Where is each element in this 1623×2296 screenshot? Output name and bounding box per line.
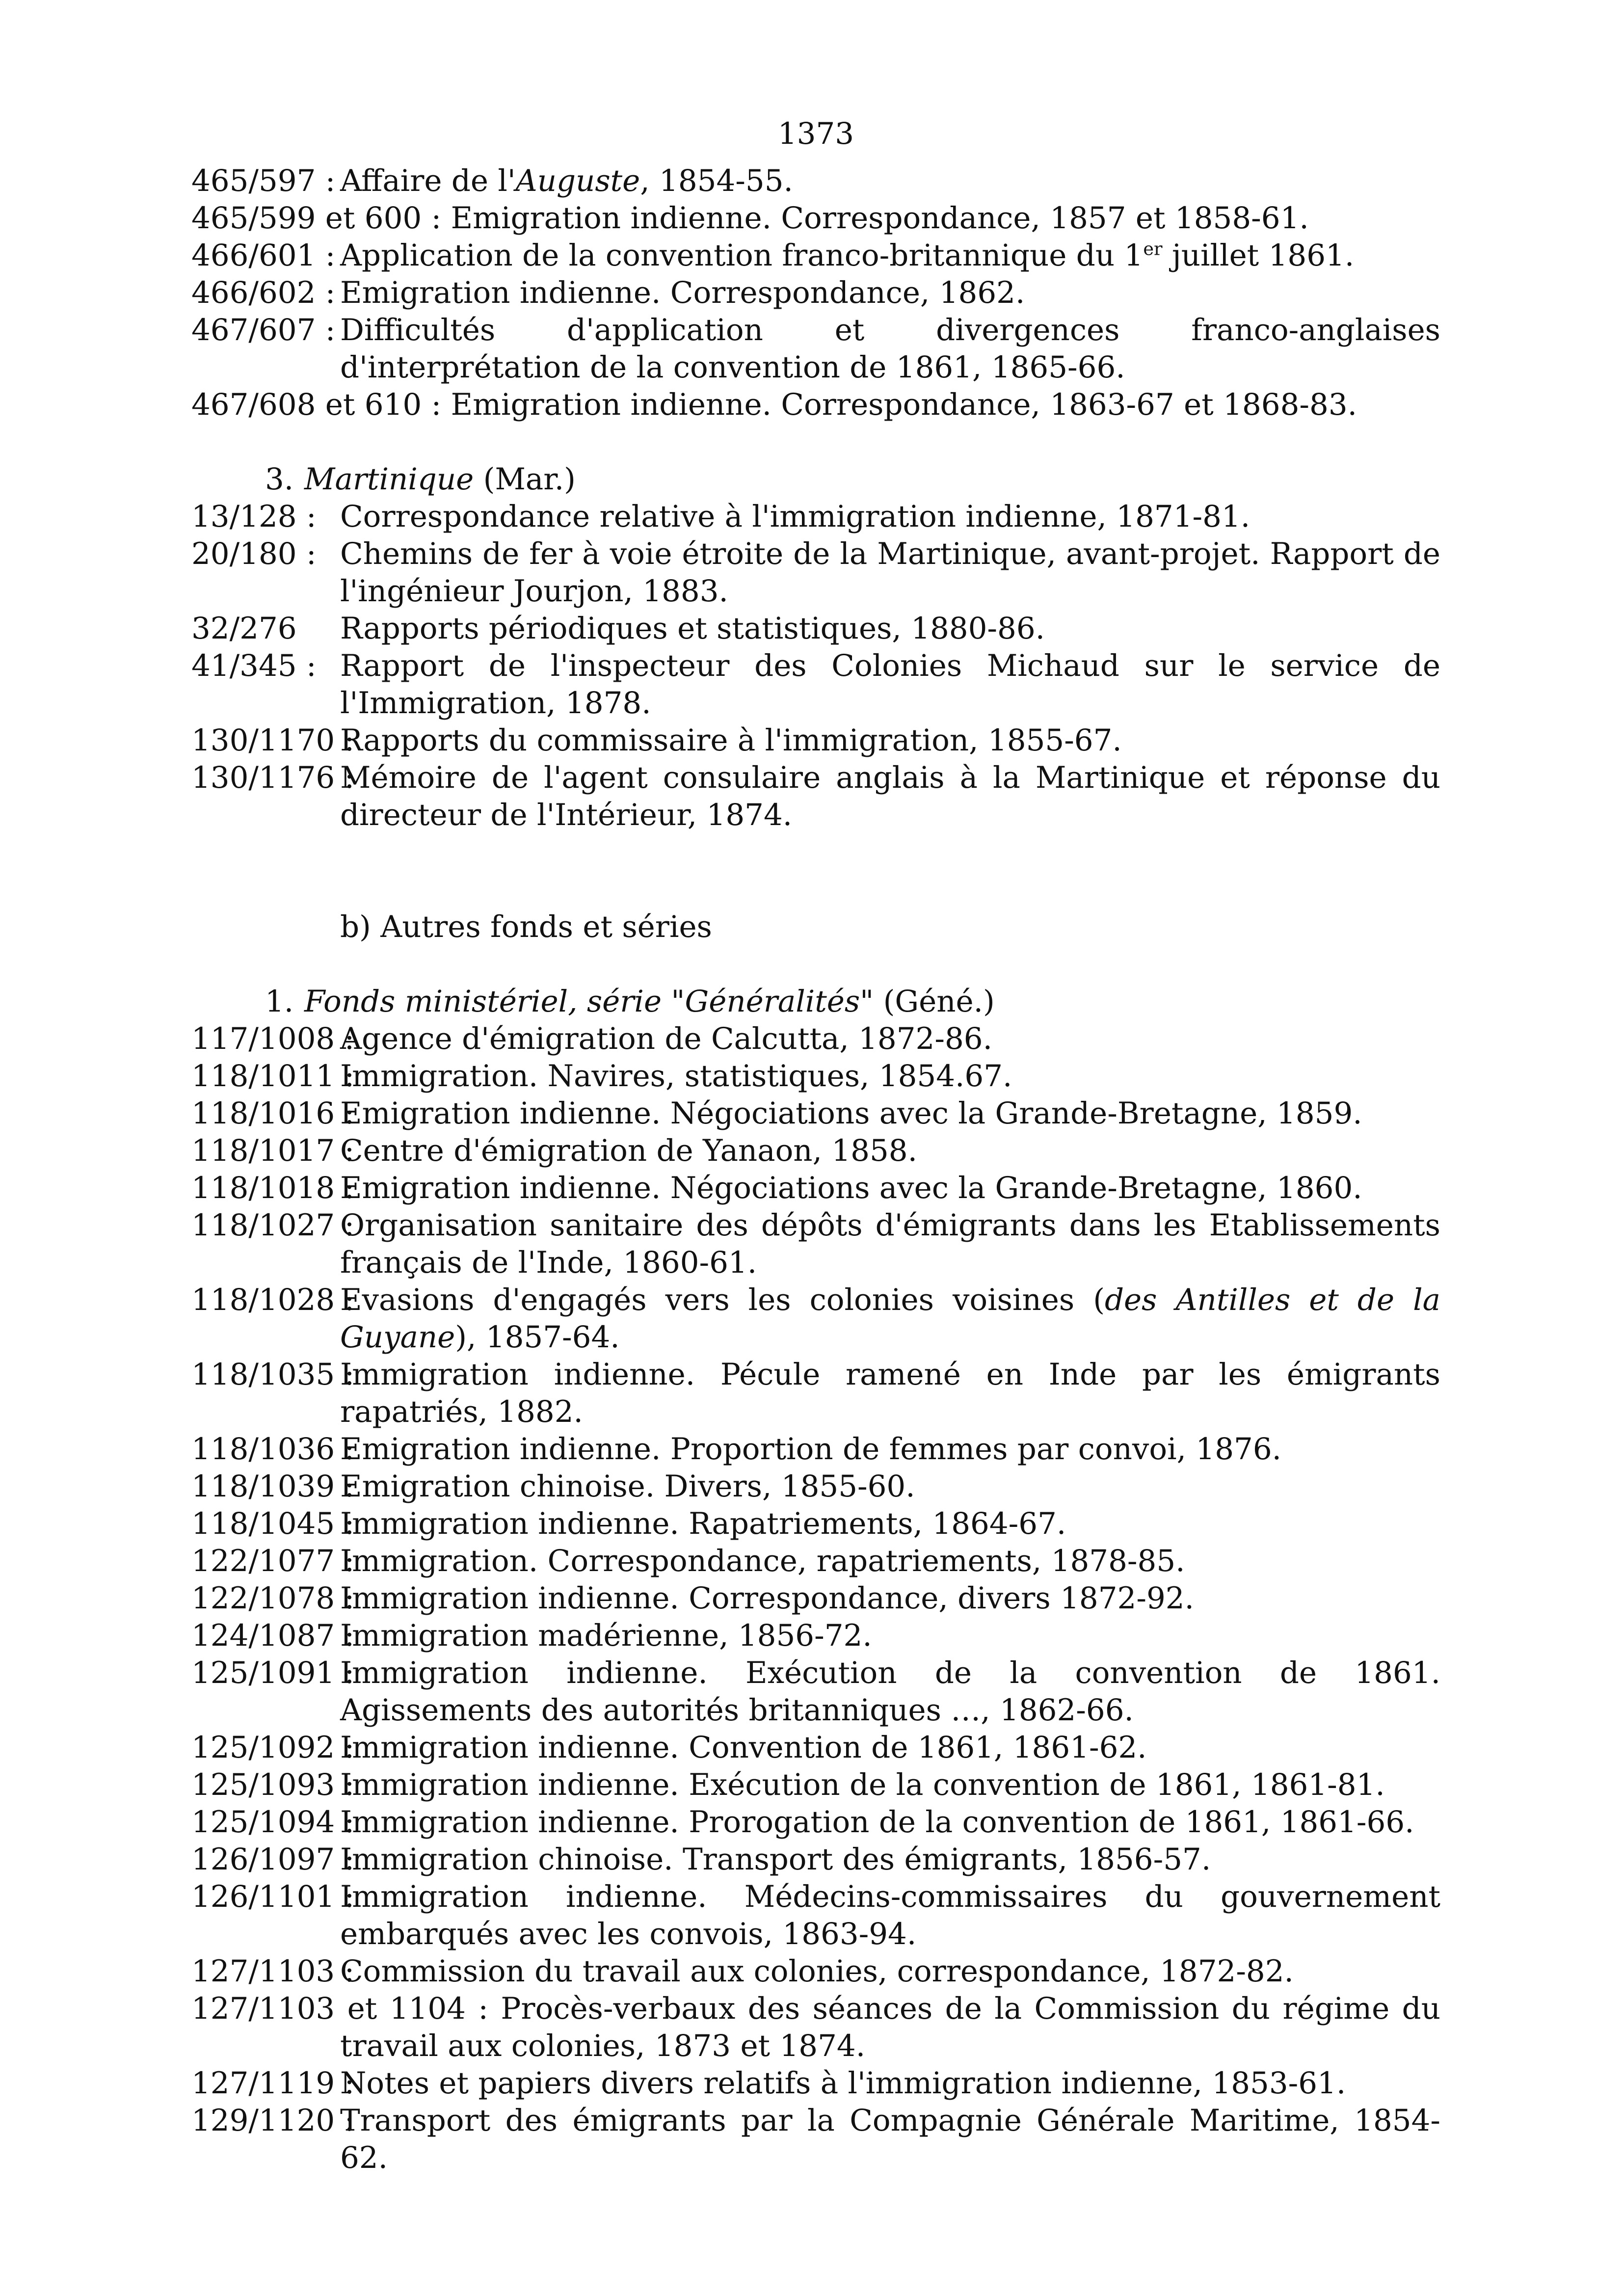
archive-entry: [191, 1617, 1440, 1655]
entry-description: [340, 1544, 1185, 1578]
entry-text: Rapports du commissaire à l'immigration, 1855-67.: [340, 723, 1122, 758]
entry-text: Immigration indienne. Convention de 1861, 1861-62.: [340, 1730, 1147, 1765]
archive-entry: [191, 1804, 1440, 1841]
entry-text: Emigration indienne. Négociations avec la Grande-Bretagne, 1859.: [340, 1096, 1362, 1131]
entry-italic-text: des Antilles et de la Guyane: [340, 1282, 1440, 1355]
archive-entry: [191, 1356, 1440, 1431]
archive-entry: [191, 647, 1440, 722]
entry-description: [340, 163, 793, 198]
entry-text: Immigration indienne. Exécution de la convention de 1861, 1861-81.: [340, 1767, 1385, 1802]
archive-entry: [191, 386, 1440, 424]
entry-description: [340, 1506, 1066, 1541]
entry-text: Transport des émigrants par la Compagnie Générale Maritime, 1854-62.: [340, 2103, 1440, 2175]
entry-code: 32/276: [191, 611, 297, 646]
entry-list-top: [191, 162, 1440, 424]
entry-code: 118/1016 :: [191, 1096, 355, 1131]
entry-text: Commission du travail aux colonies, correspondance, 1872-82.: [340, 1954, 1294, 1989]
entry-code: 118/1017 :: [191, 1133, 355, 1168]
entry-text: Notes et papiers divers relatifs à l'immigration indienne, 1853-61.: [340, 2066, 1346, 2101]
entry-code: 126/1101 :: [191, 1879, 355, 1914]
martinique-heading: [191, 461, 1440, 498]
heading-abbreviation: (Géné.): [883, 984, 995, 1019]
archive-entry: [191, 1878, 1440, 1953]
entry-code: 129/1120 :: [191, 2103, 355, 2138]
entry-description: [340, 1581, 1194, 1616]
entry-code: 122/1077 :: [191, 1544, 355, 1578]
archive-entry: [191, 1281, 1440, 1356]
entry-italic-text: Auguste: [515, 163, 640, 198]
archive-entry: [191, 610, 1440, 647]
entry-text: Emigration chinoise. Divers, 1855-60.: [340, 1469, 915, 1504]
archive-entry: [191, 2102, 1440, 2177]
entry-code: 127/1119 :: [191, 2066, 355, 2101]
entry-text: Emigration indienne. Négociations avec la Grande-Bretagne, 1860.: [340, 1171, 1362, 1205]
entry-description: [340, 536, 1440, 609]
entry-description: [340, 1357, 1440, 1429]
entry-description: [340, 1021, 992, 1056]
entry-description: [340, 1991, 1440, 2063]
entry-code: 127/1103 :: [191, 1954, 355, 1989]
entry-text: Procès-verbaux des séances de la Commission du régime du travail aux colonies, 1873 et 1874.: [340, 1991, 1440, 2063]
entry-code: 118/1036 :: [191, 1432, 355, 1467]
entry-description: [340, 1208, 1440, 1280]
entry-code: 41/345 :: [191, 648, 317, 683]
entry-description: [340, 611, 1045, 646]
entry-text: Emigration indienne. Correspondance, 1862.: [340, 275, 1025, 310]
entry-code: 466/602 :: [191, 275, 336, 310]
archive-entry: [191, 498, 1440, 535]
entry-superscript: er: [1143, 238, 1163, 260]
entry-text: Rapport de l'inspecteur des Colonies Michaud sur le service de l'Immigration, 1878.: [340, 648, 1440, 721]
entry-code: 124/1087 :: [191, 1618, 355, 1653]
entry-text: Emigration indienne. Correspondance, 1863-67 et 1868-83.: [451, 387, 1357, 422]
entry-description: [340, 723, 1122, 758]
entry-description: [340, 1879, 1440, 1951]
entry-text: Emigration indienne. Proportion de femmes par convoi, 1876.: [340, 1432, 1282, 1467]
archive-entry: [191, 1020, 1440, 1058]
archive-entry: [191, 1580, 1440, 1617]
entry-code: 465/599 et 600 :: [191, 201, 442, 236]
archive-entry: [191, 1543, 1440, 1580]
entry-description: [340, 1469, 915, 1504]
entry-text: Immigration indienne. Prorogation de la convention de 1861, 1861-66.: [340, 1805, 1414, 1840]
entry-text: Application de la convention franco-britannique du 1: [340, 238, 1144, 273]
entry-text: Chemins de fer à voie étroite de la Martinique, avant-projet. Rapport de l'ingénieur Jourjon, 1883.: [340, 536, 1440, 609]
entry-description: [340, 1618, 872, 1653]
section-b-heading: b) Autres fonds et séries: [340, 909, 712, 944]
entry-list-generalites: [191, 1020, 1440, 2177]
entry-text: Rapports périodiques et statistiques, 1880-86.: [340, 611, 1045, 646]
entry-list-martinique: [191, 498, 1440, 834]
archive-entry: [191, 1655, 1440, 1729]
archive-entry: [191, 1953, 1440, 1990]
entry-code: 118/1027 :: [191, 1208, 355, 1243]
heading-abbreviation: (Mar.): [483, 462, 576, 497]
archive-entry: [191, 759, 1440, 834]
entry-code: 117/1008 :: [191, 1021, 355, 1056]
entry-text: Agence d'émigration de Calcutta, 1872-86.: [340, 1021, 992, 1056]
entry-code: 466/601 :: [191, 238, 336, 273]
heading-title: Fonds ministériel, série "Généralités": [304, 984, 874, 1019]
entry-code: 118/1011 :: [191, 1059, 355, 1094]
heading-number: 1.: [265, 984, 294, 1019]
archive-entry: [191, 162, 1440, 200]
entry-description: [340, 1282, 1440, 1355]
entry-description: [340, 1655, 1440, 1728]
entry-text: Immigration indienne. Médecins-commissaires du gouvernement embarqués avec les convois, 1863-94.: [340, 1879, 1440, 1951]
entry-code: 118/1045 :: [191, 1506, 355, 1541]
entry-code: 122/1078 :: [191, 1581, 355, 1616]
entry-description: [340, 648, 1440, 721]
entry-description: [340, 1842, 1211, 1877]
entry-description: [340, 1059, 1012, 1094]
entry-description: [340, 1954, 1294, 1989]
entry-description: [340, 499, 1250, 534]
entry-code: 125/1094 :: [191, 1805, 355, 1840]
entry-description: [340, 1805, 1414, 1840]
entry-text: Mémoire de l'agent consulaire anglais à la Martinique et réponse du directeur de l'Intérieur, 1874.: [340, 760, 1440, 832]
entry-description: [340, 1730, 1147, 1765]
archive-entry: [191, 1766, 1440, 1804]
archive-entry: [191, 2065, 1440, 2102]
entry-code: 467/608 et 610 :: [191, 387, 442, 422]
entry-text: Immigration madérienne, 1856-72.: [340, 1618, 872, 1653]
archive-entry: [191, 1431, 1440, 1468]
archive-entry: [191, 1729, 1440, 1766]
entry-description: [340, 238, 1354, 273]
entry-description: [340, 1767, 1385, 1802]
entry-description: [340, 1432, 1281, 1467]
heading-number: 3.: [265, 462, 294, 497]
entry-text: Immigration indienne. Pécule ramené en Inde par les émigrants rapatriés, 1882.: [340, 1357, 1440, 1429]
entry-text: Immigration indienne. Exécution de la convention de 1861. Agissements des autorités britanniques …, 1862-66.: [340, 1655, 1440, 1728]
entry-code: 20/180 :: [191, 536, 317, 571]
entry-code: 130/1176 :: [191, 760, 355, 795]
entry-code: 118/1035 :: [191, 1357, 355, 1392]
entry-code: 127/1103 et 1104 :: [191, 1991, 488, 2026]
archive-entry: [191, 1468, 1440, 1505]
entry-code: 118/1028 :: [191, 1282, 355, 1317]
entry-description: [340, 760, 1440, 832]
entry-text: Affaire de l': [340, 163, 516, 198]
entry-code: 126/1097 :: [191, 1842, 355, 1877]
archive-entry: [191, 1207, 1440, 1281]
archive-entry: [191, 1170, 1440, 1207]
archive-entry: [191, 1058, 1440, 1095]
entry-code: 467/607 :: [191, 313, 336, 347]
entry-text: Organisation sanitaire des dépôts d'émigrants dans les Etablissements français de l'Inde, 1860-61.: [340, 1208, 1440, 1280]
entry-code: 118/1039 :: [191, 1469, 355, 1504]
archive-entry: [191, 1990, 1440, 2065]
entry-description: [451, 387, 1357, 422]
entry-code: 125/1093 :: [191, 1767, 355, 1802]
entry-text: juillet 1861.: [1162, 238, 1355, 273]
entry-code: 13/128 :: [191, 499, 317, 534]
entry-text: , 1854-55.: [640, 163, 793, 198]
entry-description: [340, 2103, 1440, 2175]
entry-text: Immigration. Correspondance, rapatriements, 1878-85.: [340, 1544, 1185, 1578]
entry-code: 118/1018 :: [191, 1171, 355, 1205]
archive-entry: [191, 1132, 1440, 1170]
entry-text: Immigration indienne. Rapatriements, 1864-67.: [340, 1506, 1066, 1541]
entry-description: [340, 1096, 1362, 1131]
entry-code: 125/1092 :: [191, 1730, 355, 1765]
entry-text: Difficultés d'application et divergences franco-anglaises d'interprétation de la convention de 1861, 1865-66.: [340, 313, 1440, 385]
entry-text: Correspondance relative à l'immigration indienne, 1871-81.: [340, 499, 1251, 534]
entry-text: ), 1857-64.: [455, 1320, 620, 1355]
generalites-heading: [191, 983, 1440, 1020]
entry-description: [340, 313, 1440, 385]
entry-code: 130/1170 :: [191, 723, 355, 758]
entry-description: [340, 275, 1025, 310]
entry-description: [451, 201, 1309, 236]
entry-description: [340, 1171, 1362, 1205]
archive-entry: [191, 200, 1440, 237]
entry-code: 465/597 :: [191, 163, 336, 198]
archive-entry: [191, 312, 1440, 386]
archive-entry: [191, 1505, 1440, 1543]
archive-entry: [191, 722, 1440, 759]
entry-text: Emigration indienne. Correspondance, 1857 et 1858-61.: [451, 201, 1309, 236]
heading-title: Martinique: [304, 462, 474, 497]
entry-description: [340, 1133, 917, 1168]
archive-entry: [191, 1095, 1440, 1132]
page-number: 1373: [777, 116, 854, 151]
entry-text: Immigration. Navires, statistiques, 1854.67.: [340, 1059, 1012, 1094]
entry-text: Evasions d'engagés vers les colonies voisines (: [340, 1282, 1105, 1317]
document-page: [191, 115, 1440, 2177]
entry-code: 125/1091 :: [191, 1655, 355, 1690]
archive-entry: [191, 1841, 1440, 1878]
entry-text: Immigration chinoise. Transport des émigrants, 1856-57.: [340, 1842, 1211, 1877]
entry-description: [340, 2066, 1346, 2101]
entry-text: Centre d'émigration de Yanaon, 1858.: [340, 1133, 918, 1168]
archive-entry: [191, 237, 1440, 274]
entry-text: Immigration indienne. Correspondance, divers 1872-92.: [340, 1581, 1194, 1616]
archive-entry: [191, 535, 1440, 610]
archive-entry: [191, 274, 1440, 312]
